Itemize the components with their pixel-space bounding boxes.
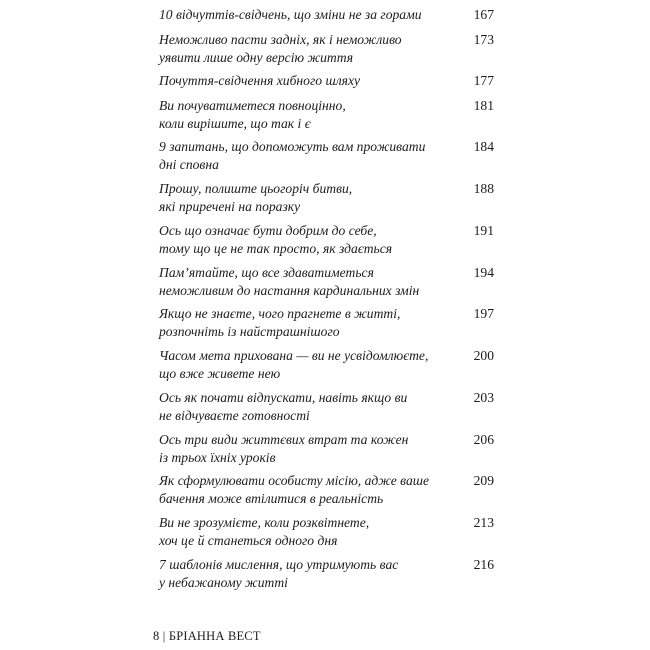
title-line: у небажаному житті <box>159 575 288 590</box>
toc-entry-title <box>159 389 449 425</box>
title-line: Ось що означає бути добрим до себе, <box>159 223 377 238</box>
title-line: Ось як почати відпускати, навіть якщо ви <box>159 390 408 405</box>
toc-entry-title <box>159 472 449 508</box>
title-line: Пам’ятайте, що все здаватиметься <box>159 265 374 280</box>
title-line: 10 відчуттів-свідчень, що зміни не за горами <box>159 7 422 22</box>
title-line: уявити лише одну версію життя <box>159 50 354 65</box>
toc-entry-page: 181 <box>473 98 494 113</box>
toc-entry-title <box>159 514 449 550</box>
toc-entry-page: 200 <box>473 348 494 363</box>
title-line: із трьох їхніх уроків <box>159 450 276 465</box>
toc-entry-page: 216 <box>473 557 494 572</box>
toc-entry-page: 206 <box>473 432 494 447</box>
toc-entry-title <box>159 180 449 216</box>
title-line: Ось три види життєвих втрат та кожен <box>159 432 409 447</box>
toc-entry-title <box>159 264 449 300</box>
footer-author: БРІАННА ВЕСТ <box>168 629 261 643</box>
title-line: Ви почуватиметеся повноцінно, <box>159 98 346 113</box>
title-line: Часом мета прихована — ви не усвідомлюєте, <box>159 348 429 363</box>
toc-entry-title <box>159 222 449 258</box>
title-line: розпочніть із найстрашнішого <box>159 324 340 339</box>
toc-entry-page: 197 <box>473 306 494 321</box>
title-line: хоч це й станеться одного дня <box>159 533 338 548</box>
toc-entry-page: 184 <box>473 139 494 154</box>
toc-entry-title <box>159 97 449 133</box>
toc-entry-page: 213 <box>473 515 494 530</box>
toc-entry-title <box>159 431 449 467</box>
title-line: бачення може втілитися в реальність <box>159 491 384 506</box>
toc-entry-page: 177 <box>473 73 494 88</box>
footer-separator: | <box>162 629 166 643</box>
title-line: що вже живете нею <box>159 366 281 381</box>
toc-entry-page: 173 <box>473 32 494 47</box>
title-line: Ви не зрозумієте, коли розквітнете, <box>159 515 370 530</box>
title-line: Почуття-свідчення хибного шляху <box>159 73 361 88</box>
toc-entry-title <box>159 347 449 383</box>
toc-entry-title <box>159 305 449 341</box>
title-line: Неможливо пасти задніх, як і неможливо <box>159 32 402 47</box>
toc-entry-title <box>159 138 449 174</box>
title-line: Прошу, полиште цьогоріч битви, <box>159 181 353 196</box>
toc-entry-page: 191 <box>473 223 494 238</box>
title-line: дні сповна <box>159 157 219 172</box>
title-line: 9 запитань, що допоможуть вам проживати <box>159 139 426 154</box>
footer-page-number: 8 <box>153 629 160 643</box>
title-line: не відчуваєте готовності <box>159 408 310 423</box>
title-line: неможливим до настання кардинальних змін <box>159 283 420 298</box>
toc-entry-title <box>159 31 449 67</box>
title-line: 7 шаблонів мислення, що утримують вас <box>159 557 399 572</box>
running-footer <box>153 629 261 644</box>
title-line: коли вирішите, що так і є <box>159 116 311 131</box>
title-line: які приречені на поразку <box>159 199 301 214</box>
toc-entry-title <box>159 556 449 592</box>
title-line: Як сформулювати особисту місію, адже ваше <box>159 473 430 488</box>
toc-entry-page: 194 <box>473 265 494 280</box>
toc-entry-page: 203 <box>473 390 494 405</box>
toc-entry-page: 167 <box>473 7 494 22</box>
title-line: Якщо не знаєте, чого прагнете в житті, <box>159 306 401 321</box>
toc-entry-title <box>159 72 449 90</box>
toc-entry-page: 188 <box>473 181 494 196</box>
toc-entry-title <box>159 6 449 24</box>
toc-entry-page: 209 <box>473 473 494 488</box>
title-line: тому що це не так просто, як здається <box>159 241 393 256</box>
